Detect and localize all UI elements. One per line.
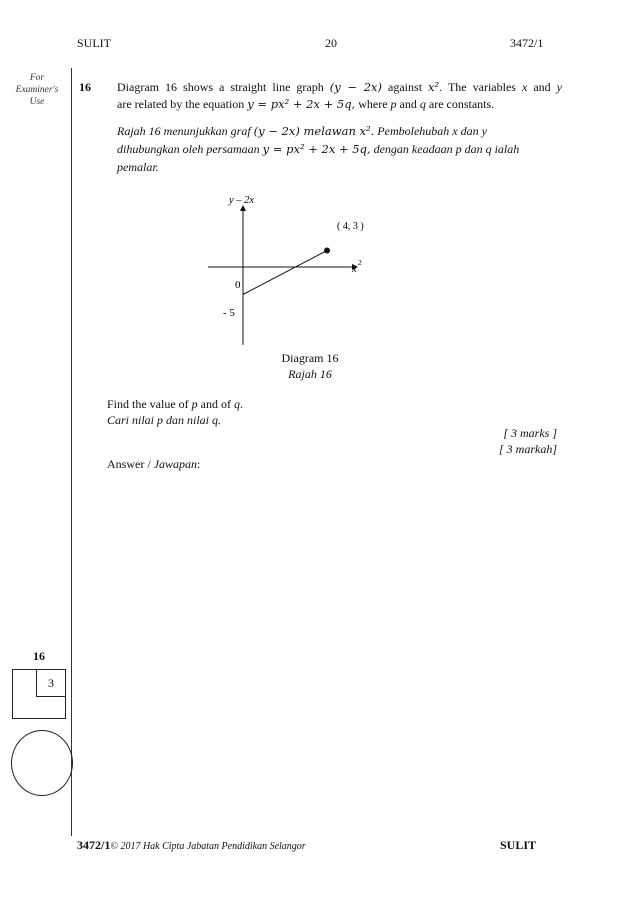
x-axis-label-superscript: 2 bbox=[358, 258, 362, 267]
point-label: ( 4, 3 ) bbox=[337, 221, 364, 232]
answer-colon: : bbox=[197, 457, 201, 471]
footer-sulit: SULIT bbox=[500, 838, 537, 852]
q-ms-line1a: Rajah 16 menunjukkan graf bbox=[117, 124, 254, 138]
answer-label bbox=[107, 456, 200, 473]
q-en-c: . The variables bbox=[439, 80, 522, 94]
q-ms-equation: y = px² + 2x + 5q, bbox=[262, 142, 371, 156]
task-en-a: Find the value of bbox=[107, 397, 192, 411]
page-number: 20 bbox=[325, 36, 337, 50]
q-en-f: where bbox=[355, 97, 391, 111]
header-left: SULIT bbox=[77, 36, 111, 50]
footer-left bbox=[77, 838, 306, 853]
task-en-p: p bbox=[191, 397, 198, 411]
task-text bbox=[107, 396, 507, 428]
origin-label: 0 bbox=[235, 279, 241, 291]
caption-ms: Rajah 16 bbox=[288, 367, 332, 381]
answer-en: Answer / bbox=[107, 457, 154, 471]
examiner-use-note bbox=[8, 72, 66, 108]
q-ms-line3: pemalar. bbox=[117, 160, 159, 174]
q-en-b: against bbox=[382, 80, 429, 94]
margin-divider bbox=[71, 68, 72, 836]
examiner-note-line1: For bbox=[29, 73, 45, 83]
q-ms-line2a: dihubungkan oleh persamaan bbox=[117, 142, 263, 156]
diagram-16-graph bbox=[195, 190, 395, 352]
q-en-y: y bbox=[556, 80, 562, 94]
q-en-expr2: x² bbox=[428, 80, 440, 94]
question-text-ms bbox=[117, 122, 562, 176]
question-number: 16 bbox=[79, 80, 91, 94]
q-en-d: and bbox=[527, 80, 557, 94]
task-en-c: . bbox=[239, 397, 243, 411]
q-en-e: are related by the equation bbox=[117, 97, 248, 111]
max-score-box: 3 bbox=[36, 669, 66, 697]
y-intercept-label: - 5 bbox=[223, 307, 235, 319]
examiner-note-line3: Use bbox=[29, 97, 45, 107]
score-question-number: 16 bbox=[33, 649, 45, 663]
task-ms: Cari nilai p dan nilai q. bbox=[107, 413, 222, 427]
answer-ms: Jawapan bbox=[153, 457, 198, 471]
q-ms-line2b: dengan keadaan p dan q ialah bbox=[370, 142, 520, 156]
q-ms-line1b: Pembolehubah x dan y bbox=[374, 124, 487, 138]
q-en-expr1: (y − 2x) bbox=[329, 80, 383, 94]
diagram-caption bbox=[240, 350, 380, 382]
footer-code: 3472/1 bbox=[77, 838, 111, 852]
marks-en: [ 3 marks ] bbox=[503, 426, 557, 440]
straight-line-graph bbox=[243, 251, 327, 295]
footer-copyright: © 2017 Hak Cipta Jabatan Pendidikan Selangor bbox=[110, 841, 306, 852]
caption-en: Diagram 16 bbox=[281, 351, 339, 365]
q-en-q: q bbox=[419, 97, 426, 111]
q-en-g: and bbox=[396, 97, 420, 111]
marks-allocation bbox=[420, 425, 557, 457]
q-ms-expr: (y − 2x) melawan x². bbox=[253, 124, 375, 138]
task-en-q: q bbox=[233, 397, 240, 411]
q-en-x: x bbox=[521, 80, 528, 94]
marks-ms: [ 3 markah] bbox=[498, 442, 557, 456]
examiner-note-line2: Examiner's bbox=[15, 85, 59, 95]
x-axis-label: x bbox=[352, 264, 357, 275]
task-en-b: and of bbox=[197, 397, 234, 411]
q-en-p: p bbox=[390, 97, 397, 111]
point-4-3-marker bbox=[324, 248, 330, 254]
question-text-en bbox=[117, 79, 562, 113]
q-en-a: Diagram 16 shows a straight line graph bbox=[117, 80, 330, 94]
header-paper-code: 3472/1 bbox=[510, 36, 544, 50]
score-circle bbox=[11, 730, 73, 796]
y-axis-label: y – 2x bbox=[229, 195, 255, 206]
q-en-h: are constants. bbox=[425, 97, 495, 111]
q-en-equation: y = px² + 2x + 5q, bbox=[247, 97, 356, 111]
